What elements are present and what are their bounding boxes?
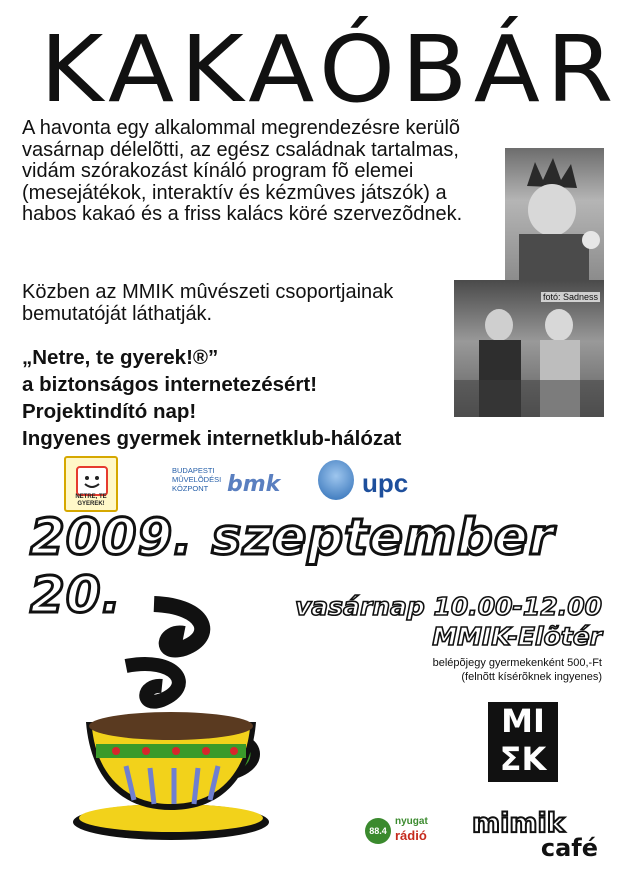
mimik-cafe-logo: mimik café	[472, 808, 598, 862]
highlight-line: Projektindító nap!	[22, 400, 197, 423]
photo-credit: fotó: Sadness	[543, 292, 599, 302]
highlight-line: Ingyenes gyermek internetklub-hálózat	[22, 427, 402, 450]
smiley-icon	[76, 466, 108, 496]
event-time: vasárnap 10.00-12.00	[294, 592, 602, 621]
ticket-info	[433, 657, 602, 684]
highlight-line: „Netre, te gyerek!®”	[22, 346, 219, 369]
upc-logo: upc	[318, 460, 418, 504]
event-venue: MMIK-Elõtér	[432, 622, 602, 651]
event-date: 2009. szeptember 20.	[30, 508, 555, 624]
nyugat-radio-logo: 88.4 nyugat rádió	[365, 812, 435, 846]
intro-text: A havonta egy alkalommal megrendezésre kerülõ vasárnap délelõtti, az egész családnak tartalmas, vidám szórakozást kínáló program fõ elemei (mesejátékok, interaktív és kézmûves játszók) a habos kakaó és a friss kalács köré szervezõdnek.	[22, 117, 463, 225]
cocoa-cup-illustration	[66, 596, 276, 846]
ticket-note: (felnõtt kísérõknek ingyenes)	[461, 670, 602, 683]
bmk-logo: BUDAPESTI MÛVELÕDÉSI KÖZPONT bmk	[172, 466, 281, 497]
mmik-logo: MI ΣK	[488, 702, 558, 782]
highlight-line: a biztonságos internetezésért!	[22, 373, 318, 396]
ticket-price: belépõjegy gyermekenként 500,-Ft	[432, 657, 602, 669]
upc-orb-icon	[318, 460, 354, 500]
page-title: KAKAÓBÁR	[40, 16, 620, 123]
intro-text-2: Közben az MMIK mûvészeti csoportjainak bemutatóját láthatják.	[22, 281, 394, 325]
child-photo	[505, 148, 604, 280]
netre-te-gyerek-logo: NETRE, TE GYEREK!	[64, 456, 118, 512]
